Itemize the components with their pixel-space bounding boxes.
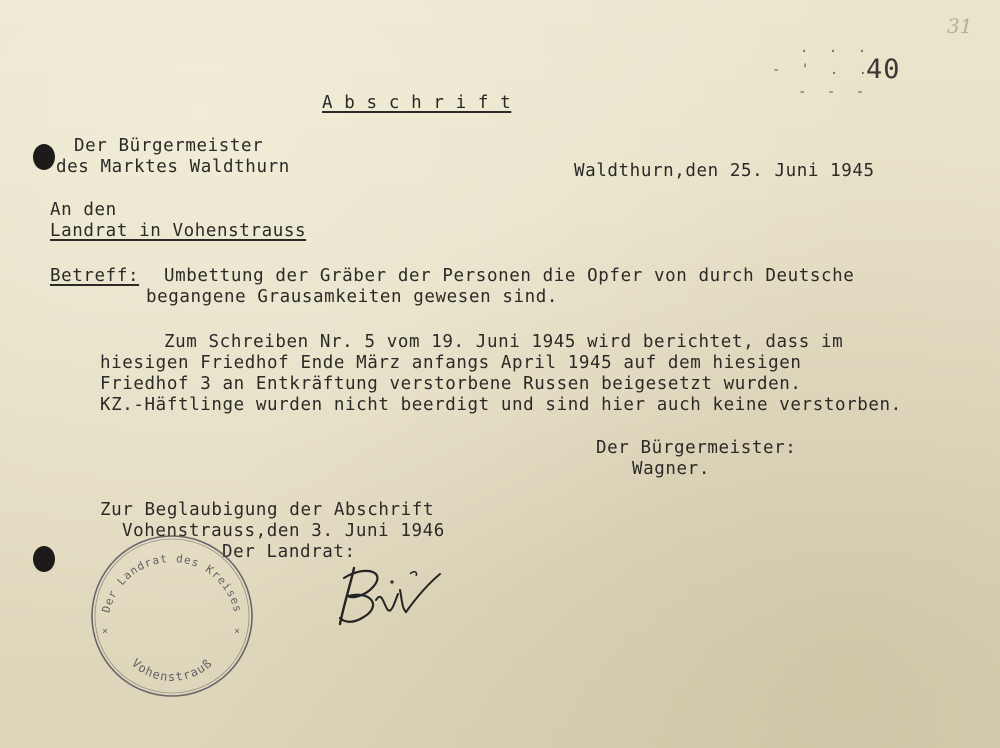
body-line-4: KZ.-Häftlinge wurden nicht beerdigt und sind hier auch keine verstorben. [100,395,902,415]
punch-hole-top [33,144,55,170]
document-heading: A b s c h r i f t [322,93,512,113]
body-line-2: hiesigen Friedhof Ende März anfangs April 1945 auf dem hiesigen [100,353,802,373]
folio-number: 40 [866,54,901,85]
stray-marks-2: - - - [798,84,871,100]
certification-line-3: Der Landrat: [222,542,356,562]
punch-hole-bottom [33,546,55,572]
svg-text:×: × [234,626,241,637]
subject-line-1: Umbettung der Gräber der Personen die Opfer von durch Deutsche [164,266,855,286]
certification-line-1: Zur Beglaubigung der Abschrift [100,500,435,520]
svg-text:×: × [102,626,109,637]
recipient-line-2: Landrat in Vohenstrauss [50,221,307,241]
body-line-1: Zum Schreiben Nr. 5 vom 19. Juni 1945 wird berichtet, dass im [164,332,844,352]
subject-line-2: begangene Grausamkeiten gewesen sind. [146,287,559,307]
closing-title: Der Bürgermeister: [596,438,797,458]
handwritten-signature [336,560,446,640]
closing-name: Wagner. [632,459,710,479]
stray-marks-3: . . . [800,40,873,56]
sender-line-1: Der Bürgermeister [74,136,264,156]
subject-label: Betreff: [50,266,140,286]
stray-marks: - ' . . [772,62,874,78]
sender-line-2: des Marktes Waldthurn [56,157,290,177]
place-date: Waldthurn,den 25. Juni 1945 [574,161,875,181]
stamp-bottom-text: Vohenstrauß [129,655,215,684]
stamp-top-text: Der Landrat des Kreises [99,552,245,615]
pencil-page-mark: 31 [947,14,973,38]
body-line-3: Friedhof 3 an Entkräftung verstorbene Russen beigesetzt wurden. [100,374,802,394]
certification-line-2: Vohenstrauss,den 3. Juni 1946 [122,521,445,541]
recipient-line-1: An den [50,200,117,220]
official-round-stamp [86,530,258,702]
